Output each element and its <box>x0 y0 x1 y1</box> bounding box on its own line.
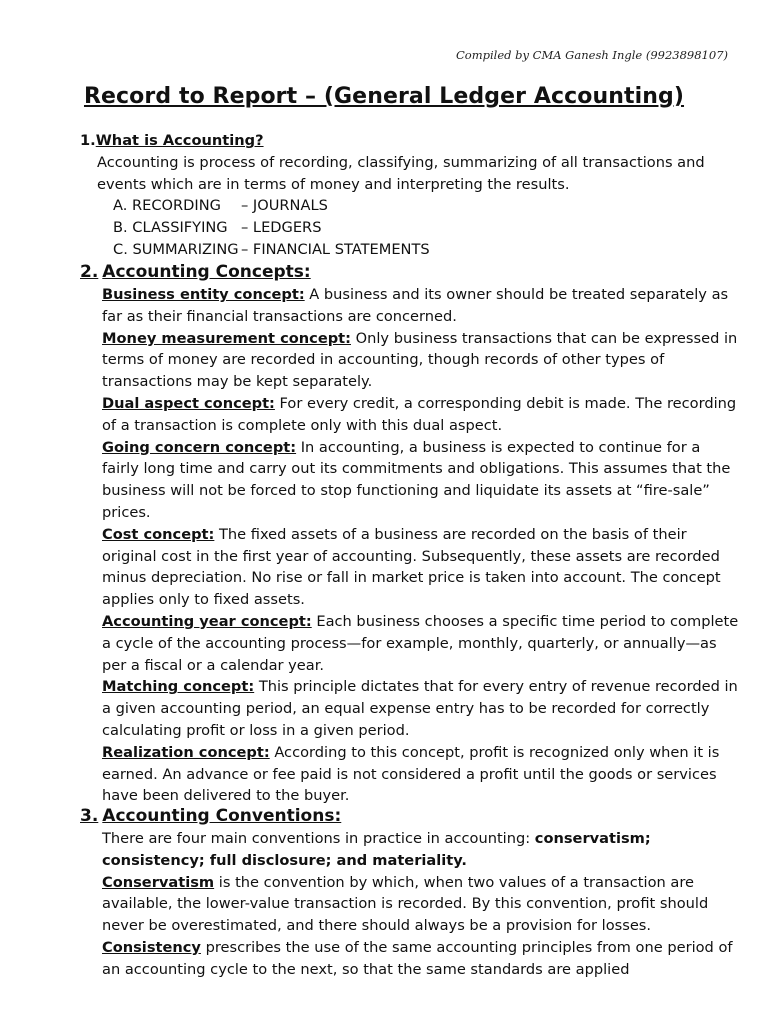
concept-term: Money measurement concept: <box>102 329 351 347</box>
convention-term: Conservatism <box>102 873 215 891</box>
concept-text: According to this concept, profit is recognized only when it is earned. An advance or fee paid is not considered a profit until the goods or services have been delivered to the buyer. <box>102 743 720 805</box>
concept-item <box>102 742 740 807</box>
list-item <box>113 239 740 261</box>
concept-text: A business and its owner should be treated separately as far as their financial transactions are concerned. <box>102 286 729 325</box>
section-1-title: What is Accounting? <box>95 132 264 149</box>
concepts-list <box>102 284 740 807</box>
convention-term: Consistency <box>102 938 201 956</box>
document-title: Record to Report – (General Ledger Accounting) <box>83 84 685 109</box>
list-item <box>113 217 740 239</box>
concept-item <box>102 611 740 676</box>
concept-item <box>102 676 740 741</box>
convention-text: prescribes the use of the same accounting principles from one period of an accounting cycle to the next, so that the same standards are applied <box>102 938 733 978</box>
intro-bold-text: conservatism; consistency; full disclosure; and materiality. <box>102 830 651 869</box>
concept-term: Cost concept: <box>102 525 215 543</box>
list-item-key: A. RECORDING <box>113 197 221 215</box>
convention-text: is the convention by which, when two values of a transaction are available, the lower-value transaction is recorded. By this convention, profit should never be overestimated, and there should always be a provision for losses. <box>102 873 709 935</box>
concept-text: Only business transactions that can be expressed in terms of money are recorded in accounting, though records of other types of transactions may be kept separately. <box>102 329 738 391</box>
section-3-heading <box>80 804 740 828</box>
section-2-heading <box>80 260 740 284</box>
section-3-number: 3. <box>80 806 99 826</box>
concept-text: This principle dictates that for every entry of revenue recorded in a given accounting period, an equal expense entry has to be recorded for correctly calculating profit or loss in a given period. <box>102 678 738 739</box>
list-item-value: – JOURNALS <box>241 197 328 215</box>
concept-term: Dual aspect concept: <box>102 394 275 412</box>
conventions-list <box>102 828 740 981</box>
section-what-is-accounting <box>80 130 740 261</box>
section-accounting-conventions <box>80 804 740 981</box>
concept-item <box>102 437 740 524</box>
concept-item <box>102 284 740 328</box>
list-item-value: – FINANCIAL STATEMENTS <box>241 240 430 258</box>
concept-item <box>102 524 740 611</box>
section-1-heading <box>80 130 740 152</box>
accounting-definition: Accounting is process of recording, classifying, summarizing of all transactions and events which are in terms of money and interpreting the results. <box>97 153 705 193</box>
concept-term: Matching concept: <box>102 678 255 696</box>
section-2-title: Accounting Concepts: <box>102 262 311 282</box>
concept-term: Realization concept: <box>102 743 270 761</box>
section-accounting-concepts <box>80 260 740 807</box>
concept-item <box>102 393 740 437</box>
convention-item <box>102 937 740 981</box>
list-item <box>113 195 740 217</box>
compiled-by: Compiled by CMA Ganesh Ingle (9923898107) <box>455 48 728 62</box>
concept-text: Each business chooses a specific time period to complete a cycle of the accounting process—for example, monthly, quarterly, or annually—as per a fiscal or a calendar year. <box>102 612 739 674</box>
concept-text: The fixed assets of a business are recorded on the basis of their original cost in the first year of accounting. Subsequently, these assets are recorded minus depreciation. No rise or fall in market price is taken into account. The concept applies only to fixed assets. <box>102 525 721 609</box>
list-item-value: – LEDGERS <box>241 219 322 237</box>
section-3-title: Accounting Conventions: <box>102 806 342 826</box>
concept-text: In accounting, a business is expected to continue for a fairly long time and carry out its commitments and obligations. This assumes that the business will not be forced to stop functioning and liquidate its assets at “fire-sale” prices. <box>102 438 731 521</box>
concept-term: Going concern concept: <box>102 438 297 456</box>
convention-item <box>102 872 740 937</box>
accounting-process-list <box>113 195 740 260</box>
list-item-key: B. CLASSIFYING <box>113 219 228 237</box>
conventions-intro <box>102 828 740 872</box>
section-1-number: 1. <box>80 132 96 149</box>
concept-text: For every credit, a corresponding debit is made. The recording of a transaction is complete only with this dual aspect. <box>102 394 737 434</box>
concept-term: Accounting year concept: <box>102 612 312 630</box>
concept-item <box>102 328 740 393</box>
concept-term: Business entity concept: <box>102 286 305 303</box>
section-2-number: 2. <box>80 262 99 282</box>
list-item-key: C. SUMMARIZING <box>113 240 239 258</box>
intro-text: There are four main conventions in practice in accounting: <box>102 830 535 847</box>
